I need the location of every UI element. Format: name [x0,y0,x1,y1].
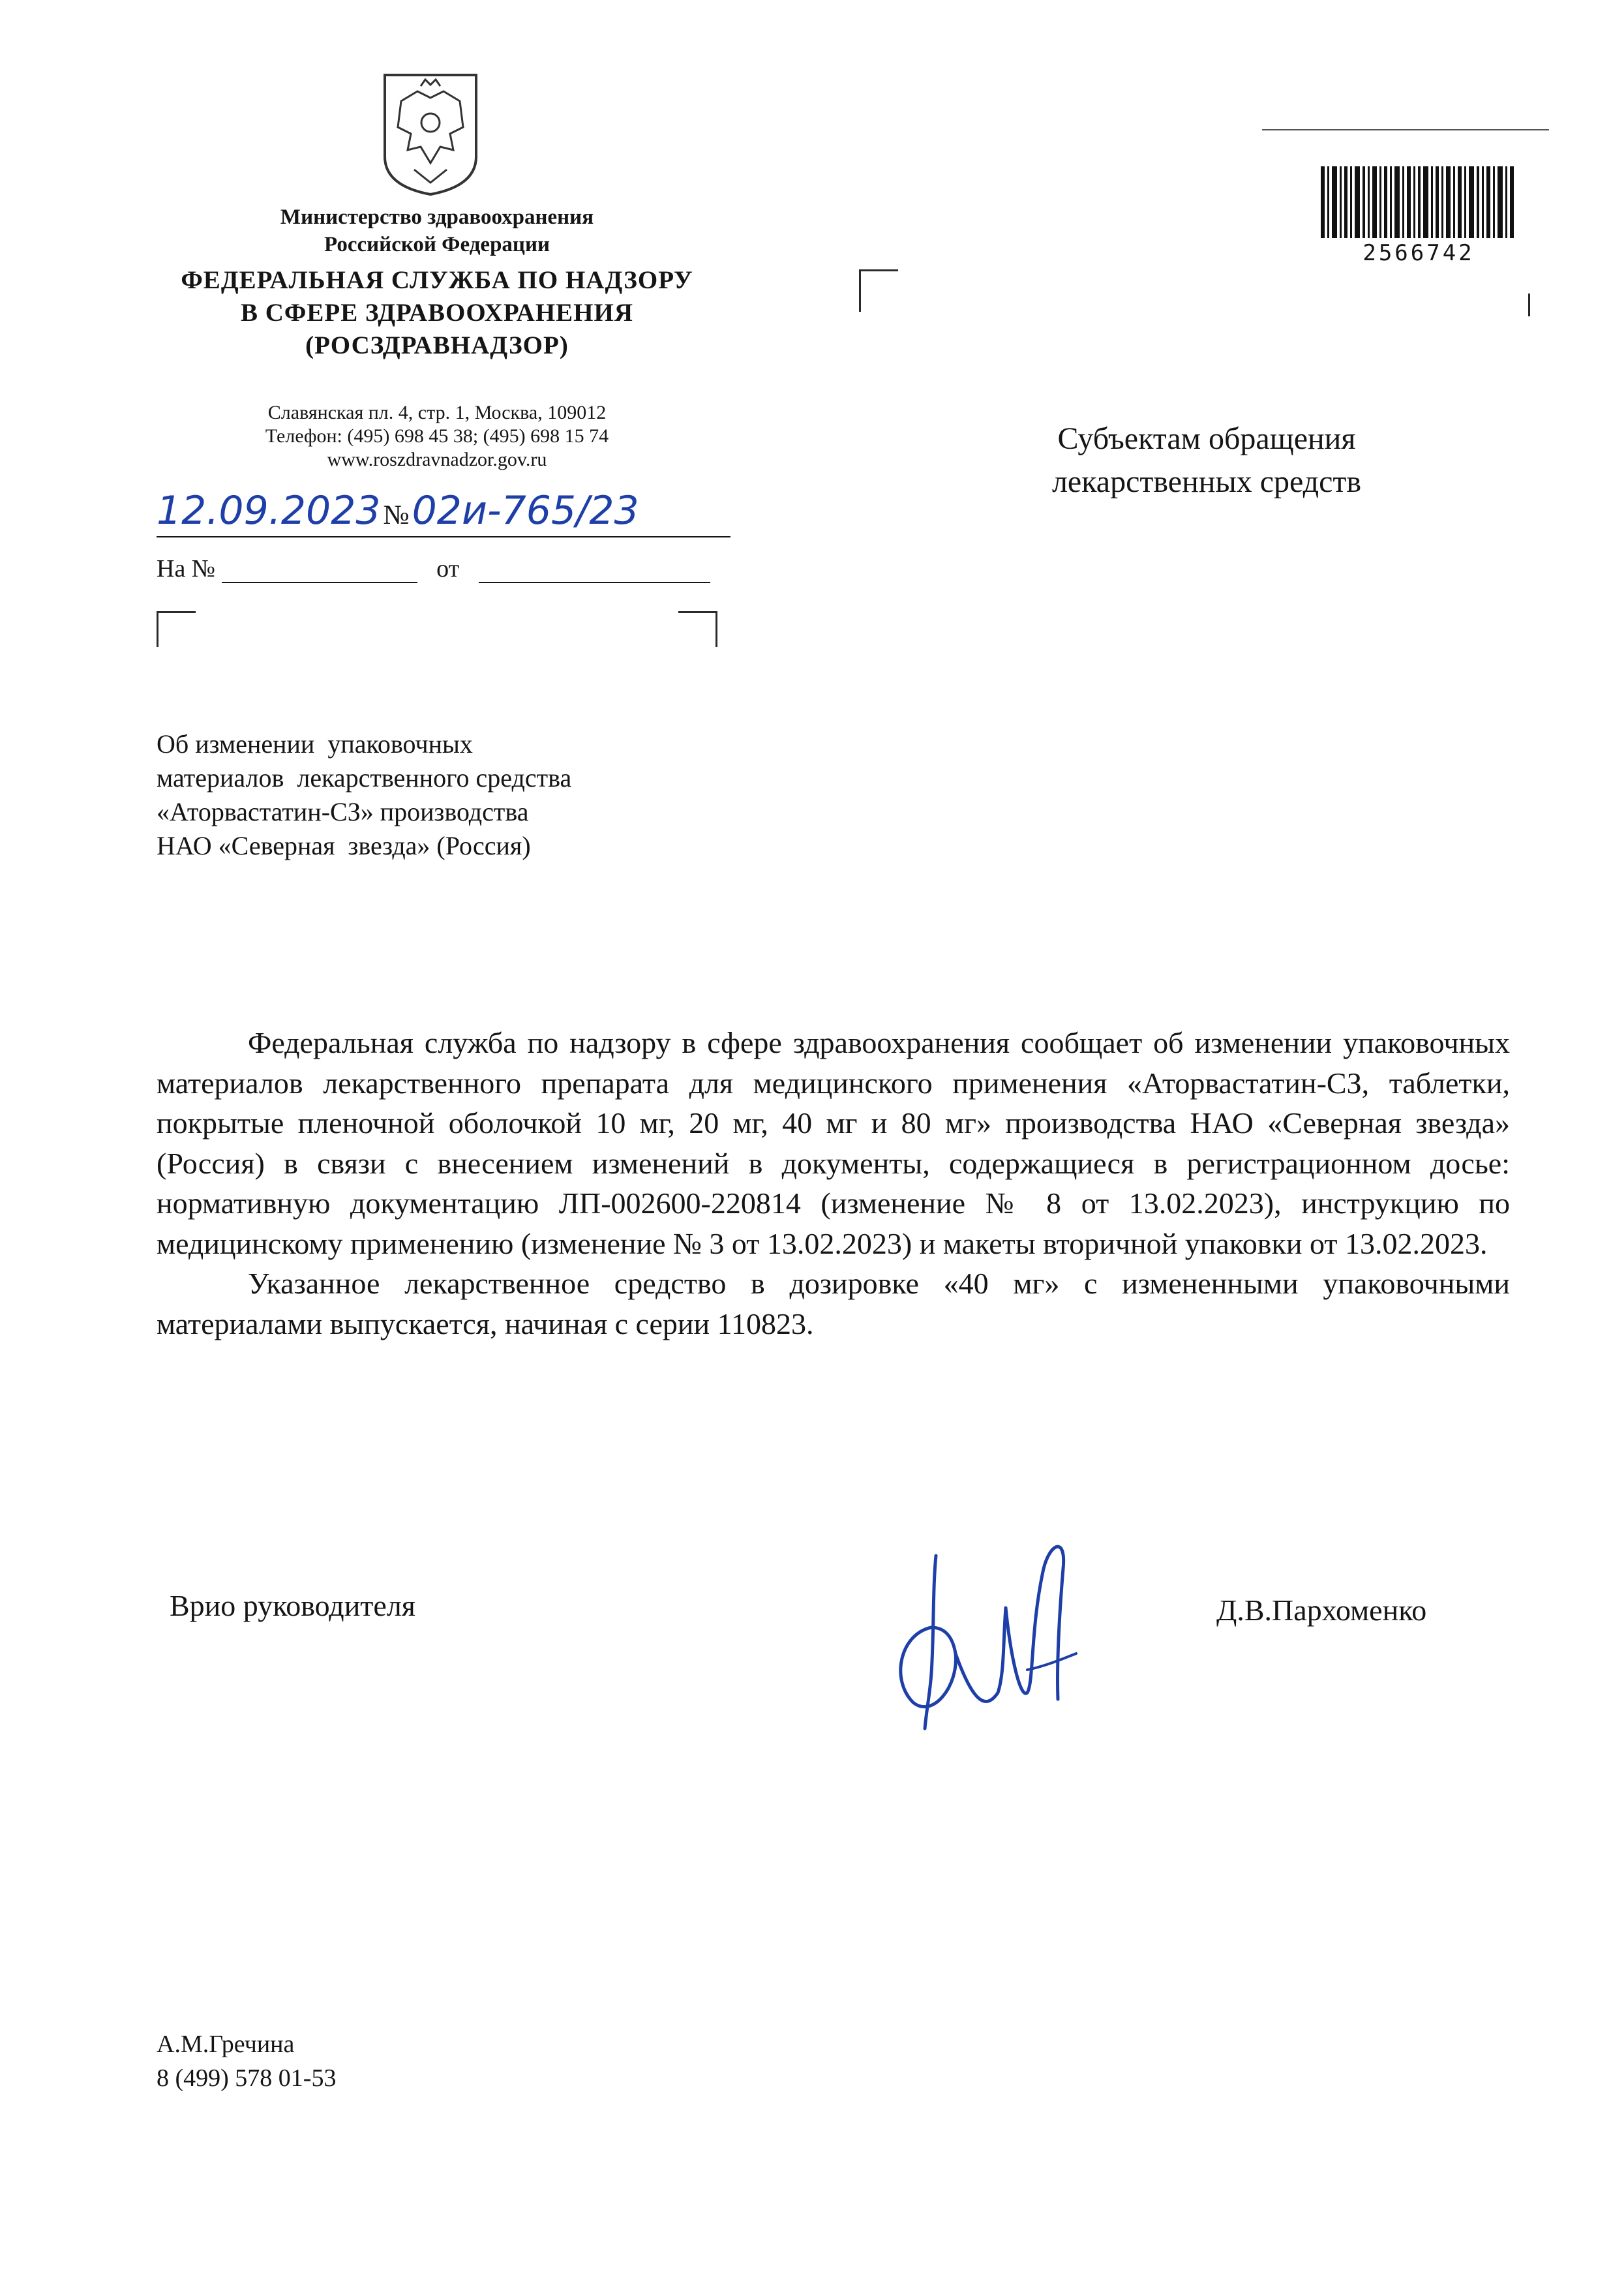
registration-underline [157,536,730,537]
corner-mark-address-v [859,269,861,312]
recipient-block [972,417,1441,504]
phone-line: Телефон: (495) 698 45 38; (495) 698 15 74 [265,425,609,447]
corner-mark-top-left-h [157,611,196,613]
letter-body [157,1023,1510,1344]
ref-from-label: от [436,555,460,582]
corner-mark-top-right-h [678,611,717,613]
address-line: Славянская пл. 4, стр. 1, Москва, 109012 [267,402,607,423]
top-right-rule [1262,129,1549,130]
executor-contact [157,2027,336,2095]
body-paragraph-1: Федеральная служба по надзору в сфере здравоохранения сообщает об изменении упаковочных материалов лекарственного препарата для медицинского применения «Аторвастатин-СЗ, таблетки, покрытые пленочной оболочкой 10 мг, 20 мг, 40 мг и 80 мг» производства НАО «Северная звезда» (Россия) в связи с внесением изменений в документы, содержащиеся в регистрационном досье: нормативную документацию ЛП-002600-220814 (изменение № 8 от 13.02.2023), инструкцию по медицинскому применению (изменение № 3 от 13.02.2023) и макеты вторичной упаковки от 13.02.2023. [157,1026,1510,1260]
body-paragraph-2: Указанное лекарственное средство в дозировке «40 мг» с измененными упаковочными материалами выпускается, начиная с серии 110823. [157,1267,1510,1340]
service-line-2: В СФЕРЕ ЗДРАВООХРАНЕНИЯ [240,299,634,327]
ref-number-blank [222,558,417,583]
ministry-line-1: Министерство здравоохранения [280,205,594,229]
subject-line-4: НАО «Северная звезда» (Россия) [157,831,531,860]
reference-line [157,554,710,583]
subject-line-3: «Аторвастатин-СЗ» производства [157,797,529,826]
ministry-name [157,204,717,258]
corner-mark-right [1528,294,1530,316]
coat-of-arms-emblem [378,72,483,196]
subject-line-2: материалов лекарственного средства [157,763,572,793]
service-line-1: ФЕДЕРАЛЬНАЯ СЛУЖБА ПО НАДЗОРУ [181,266,693,294]
signatory-role: Врио руководителя [170,1589,415,1622]
recipient-line-2: лекарственных средств [1051,464,1362,499]
website-line: www.roszdravnadzor.gov.ru [327,449,547,470]
corner-mark-top-left-v [157,611,158,647]
registration-date: 12.09.2023 [157,488,381,534]
subject-line-1: Об изменении упаковочных [157,729,473,759]
ministry-line-2: Российской Федерации [324,233,550,256]
number-symbol: № [383,500,410,530]
service-name [124,264,750,362]
executor-phone: 8 (499) 578 01-53 [157,2064,337,2092]
registration-number: 02и-765/23 [412,488,639,534]
letter-subject [157,727,744,863]
ref-number-label: На № [157,555,216,582]
signatory-name: Д.В.Пархоменко [1216,1594,1427,1627]
handwritten-signature [887,1530,1096,1745]
service-line-3: (РОСЗДРАВНАДЗОР) [305,331,569,359]
executor-name: А.М.Гречина [157,2031,295,2058]
recipient-line-1: Субъектам обращения [1057,421,1356,456]
corner-mark-address-h [859,269,898,271]
registration-line [157,488,841,547]
ref-date-blank [479,558,710,583]
barcode-number: 2566742 [1363,240,1475,266]
service-contacts [157,401,717,472]
corner-mark-top-right-v [715,611,717,647]
barcode [1321,166,1516,238]
